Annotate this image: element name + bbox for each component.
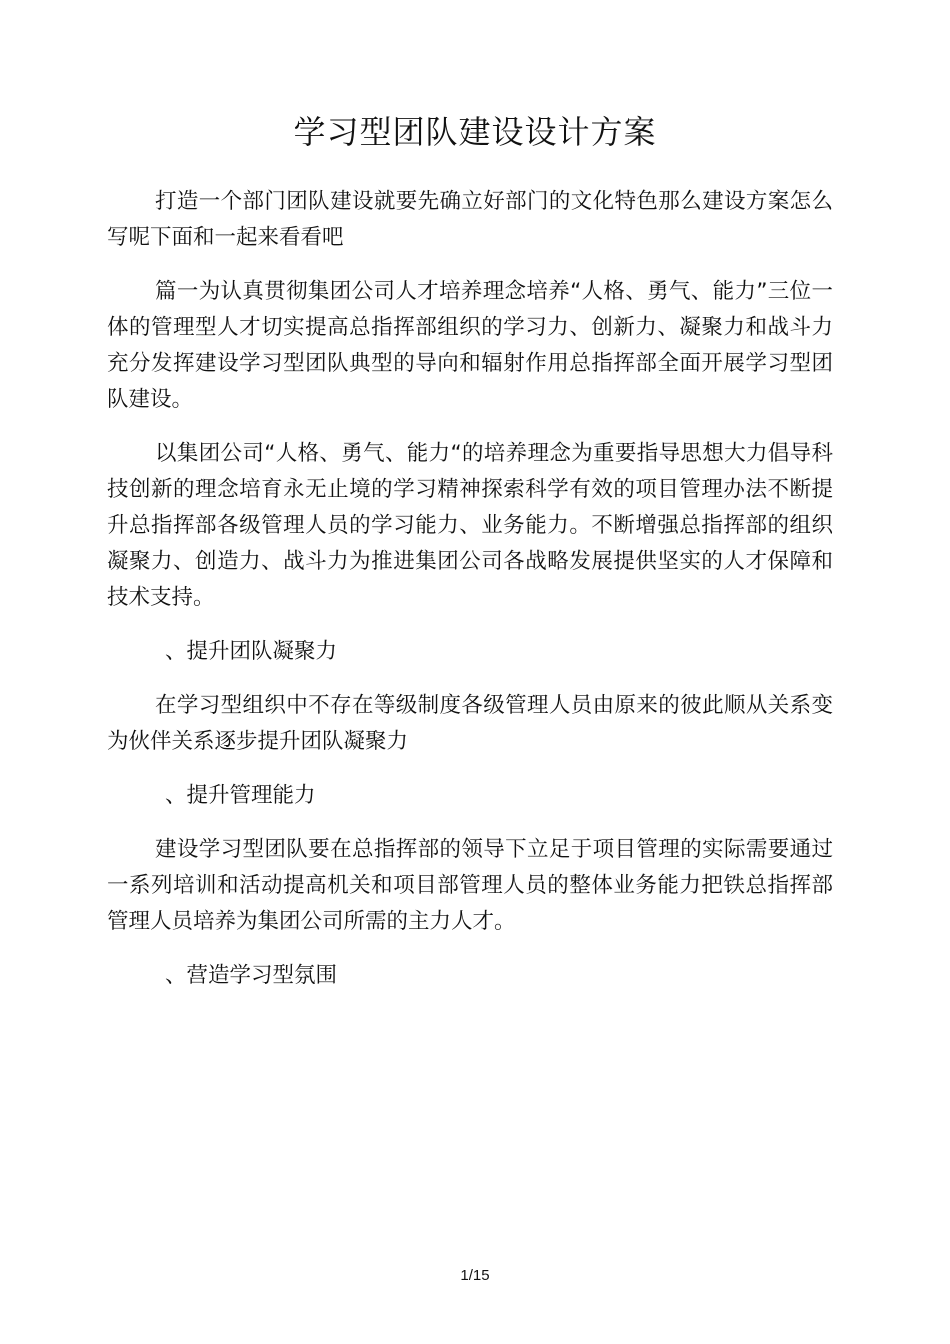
paragraph-intro: 打造一个部门团队建设就要先确立好部门的文化特色那么建设方案怎么写呢下面和一起来看看吧 (107, 189, 833, 250)
section-heading-cohesion: 、提升团队凝聚力 (165, 639, 338, 664)
paragraph-part-one: 篇一为认真贯彻集团公司人才培养理念培养“人格、勇气、能力”三位一体的管理型人才切实提高总指挥部组织的学习力、创新力、凝聚力和战斗力充分发挥建设学习型团队典型的导向和辐射作用总指挥部全面开展学习型团队建设。 (107, 279, 833, 412)
paragraph-guiding-idea: 以集团公司“人格、勇气、能力“的培养理念为重要指导思想大力倡导科技创新的理念培育永无止境的学习精神探索科学有效的项目管理办法不断提升总指挥部各级管理人员的学习能力、业务能力。不断增强总指挥部的组织凝聚力、创造力、战斗力为推进集团公司各战略发展提供坚实的人才保障和技术支持。 (107, 441, 833, 610)
paragraph-cohesion: 在学习型组织中不存在等级制度各级管理人员由原来的彼此顺从关系变为伙伴关系逐步提升团队凝聚力 (107, 693, 833, 754)
page-number: 1/15 (460, 1267, 490, 1284)
document-body (107, 184, 833, 1012)
section-heading-management: 、提升管理能力 (165, 783, 316, 808)
document-title: 学习型团队建设设计方案 (293, 113, 657, 151)
section-heading-atmosphere: 、营造学习型氛围 (165, 963, 338, 988)
paragraph-management: 建设学习型团队要在总指挥部的领导下立足于项目管理的实际需要通过一系列培训和活动提高机关和项目部管理人员的整体业务能力把铁总指挥部管理人员培养为集团公司所需的主力人才。 (107, 837, 833, 934)
